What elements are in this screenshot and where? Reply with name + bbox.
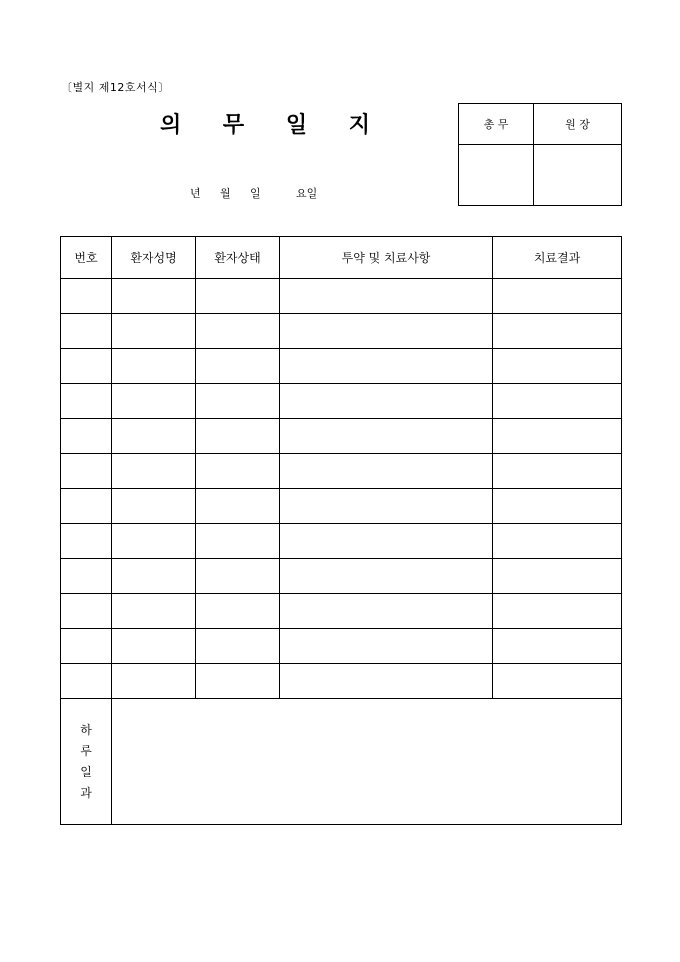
cell-result[interactable] <box>493 489 622 524</box>
column-header-treatment: 투약 및 치료사항 <box>280 237 493 279</box>
cell-number[interactable] <box>61 524 112 559</box>
cell-patient-status[interactable] <box>196 419 280 454</box>
summary-label-char: 하 <box>80 722 92 737</box>
date-month-label: 월 <box>220 187 231 200</box>
cell-patient-name[interactable] <box>112 384 196 419</box>
cell-patient-status[interactable] <box>196 559 280 594</box>
title-char: 무 <box>222 112 245 138</box>
cell-result[interactable] <box>493 384 622 419</box>
cell-patient-status[interactable] <box>196 314 280 349</box>
cell-patient-name[interactable] <box>112 664 196 699</box>
approval-header-director: 원 장 <box>534 104 622 145</box>
table-row <box>61 524 622 559</box>
cell-number[interactable] <box>61 559 112 594</box>
cell-treatment[interactable] <box>280 279 493 314</box>
cell-patient-name[interactable] <box>112 524 196 559</box>
table-row <box>61 314 622 349</box>
approval-signature-director[interactable] <box>534 145 622 206</box>
cell-number[interactable] <box>61 489 112 524</box>
cell-patient-status[interactable] <box>196 349 280 384</box>
cell-result[interactable] <box>493 349 622 384</box>
form-number-label: 〔별지 제12호서식〕 <box>61 81 170 94</box>
cell-patient-name[interactable] <box>112 489 196 524</box>
cell-result[interactable] <box>493 419 622 454</box>
date-year-label: 년 <box>190 187 201 200</box>
cell-number[interactable] <box>61 629 112 664</box>
summary-label-char: 과 <box>80 785 92 800</box>
cell-patient-status[interactable] <box>196 629 280 664</box>
cell-treatment[interactable] <box>280 629 493 664</box>
cell-patient-name[interactable] <box>112 314 196 349</box>
table-row <box>61 594 622 629</box>
summary-label-char: 루 <box>80 743 92 758</box>
date-weekday-label: 요일 <box>296 187 318 200</box>
cell-treatment[interactable] <box>280 384 493 419</box>
cell-result[interactable] <box>493 314 622 349</box>
column-header-patient-name: 환자성명 <box>112 237 196 279</box>
cell-patient-name[interactable] <box>112 594 196 629</box>
daily-summary-label <box>61 699 112 825</box>
cell-patient-status[interactable] <box>196 664 280 699</box>
cell-treatment[interactable] <box>280 594 493 629</box>
cell-number[interactable] <box>61 279 112 314</box>
column-header-result: 치료결과 <box>493 237 622 279</box>
cell-treatment[interactable] <box>280 454 493 489</box>
cell-patient-name[interactable] <box>112 419 196 454</box>
cell-result[interactable] <box>493 664 622 699</box>
cell-treatment[interactable] <box>280 419 493 454</box>
table-row <box>61 419 622 454</box>
table-row <box>61 664 622 699</box>
cell-result[interactable] <box>493 629 622 664</box>
table-row <box>61 384 622 419</box>
cell-patient-status[interactable] <box>196 594 280 629</box>
cell-result[interactable] <box>493 279 622 314</box>
cell-number[interactable] <box>61 349 112 384</box>
daily-summary-field[interactable] <box>112 699 622 825</box>
table-row <box>61 279 622 314</box>
table-row <box>61 454 622 489</box>
approval-box <box>458 103 622 206</box>
document-title <box>160 108 370 139</box>
cell-number[interactable] <box>61 419 112 454</box>
approval-signature-general-affairs[interactable] <box>459 145 534 206</box>
cell-treatment[interactable] <box>280 664 493 699</box>
cell-number[interactable] <box>61 664 112 699</box>
cell-treatment[interactable] <box>280 524 493 559</box>
title-char: 일 <box>285 112 308 138</box>
column-header-number: 번호 <box>61 237 112 279</box>
title-char: 지 <box>348 112 370 138</box>
cell-patient-name[interactable] <box>112 349 196 384</box>
cell-patient-status[interactable] <box>196 384 280 419</box>
cell-result[interactable] <box>493 454 622 489</box>
table-row <box>61 489 622 524</box>
cell-treatment[interactable] <box>280 314 493 349</box>
cell-patient-name[interactable] <box>112 559 196 594</box>
cell-number[interactable] <box>61 384 112 419</box>
cell-patient-status[interactable] <box>196 489 280 524</box>
cell-treatment[interactable] <box>280 559 493 594</box>
cell-patient-name[interactable] <box>112 279 196 314</box>
approval-header-general-affairs: 총 무 <box>459 104 534 145</box>
duty-log-table <box>60 236 622 825</box>
cell-number[interactable] <box>61 314 112 349</box>
column-header-patient-status: 환자상태 <box>196 237 280 279</box>
cell-patient-status[interactable] <box>196 454 280 489</box>
date-day-label: 일 <box>250 187 261 200</box>
cell-treatment[interactable] <box>280 349 493 384</box>
cell-number[interactable] <box>61 594 112 629</box>
cell-patient-name[interactable] <box>112 629 196 664</box>
cell-result[interactable] <box>493 524 622 559</box>
cell-patient-name[interactable] <box>112 454 196 489</box>
table-row <box>61 629 622 664</box>
cell-patient-status[interactable] <box>196 279 280 314</box>
cell-treatment[interactable] <box>280 489 493 524</box>
cell-patient-status[interactable] <box>196 524 280 559</box>
title-char: 의 <box>160 112 182 138</box>
cell-number[interactable] <box>61 454 112 489</box>
cell-result[interactable] <box>493 594 622 629</box>
summary-label-char: 일 <box>80 764 92 779</box>
cell-result[interactable] <box>493 559 622 594</box>
table-row <box>61 349 622 384</box>
date-line <box>190 185 317 201</box>
table-row <box>61 559 622 594</box>
